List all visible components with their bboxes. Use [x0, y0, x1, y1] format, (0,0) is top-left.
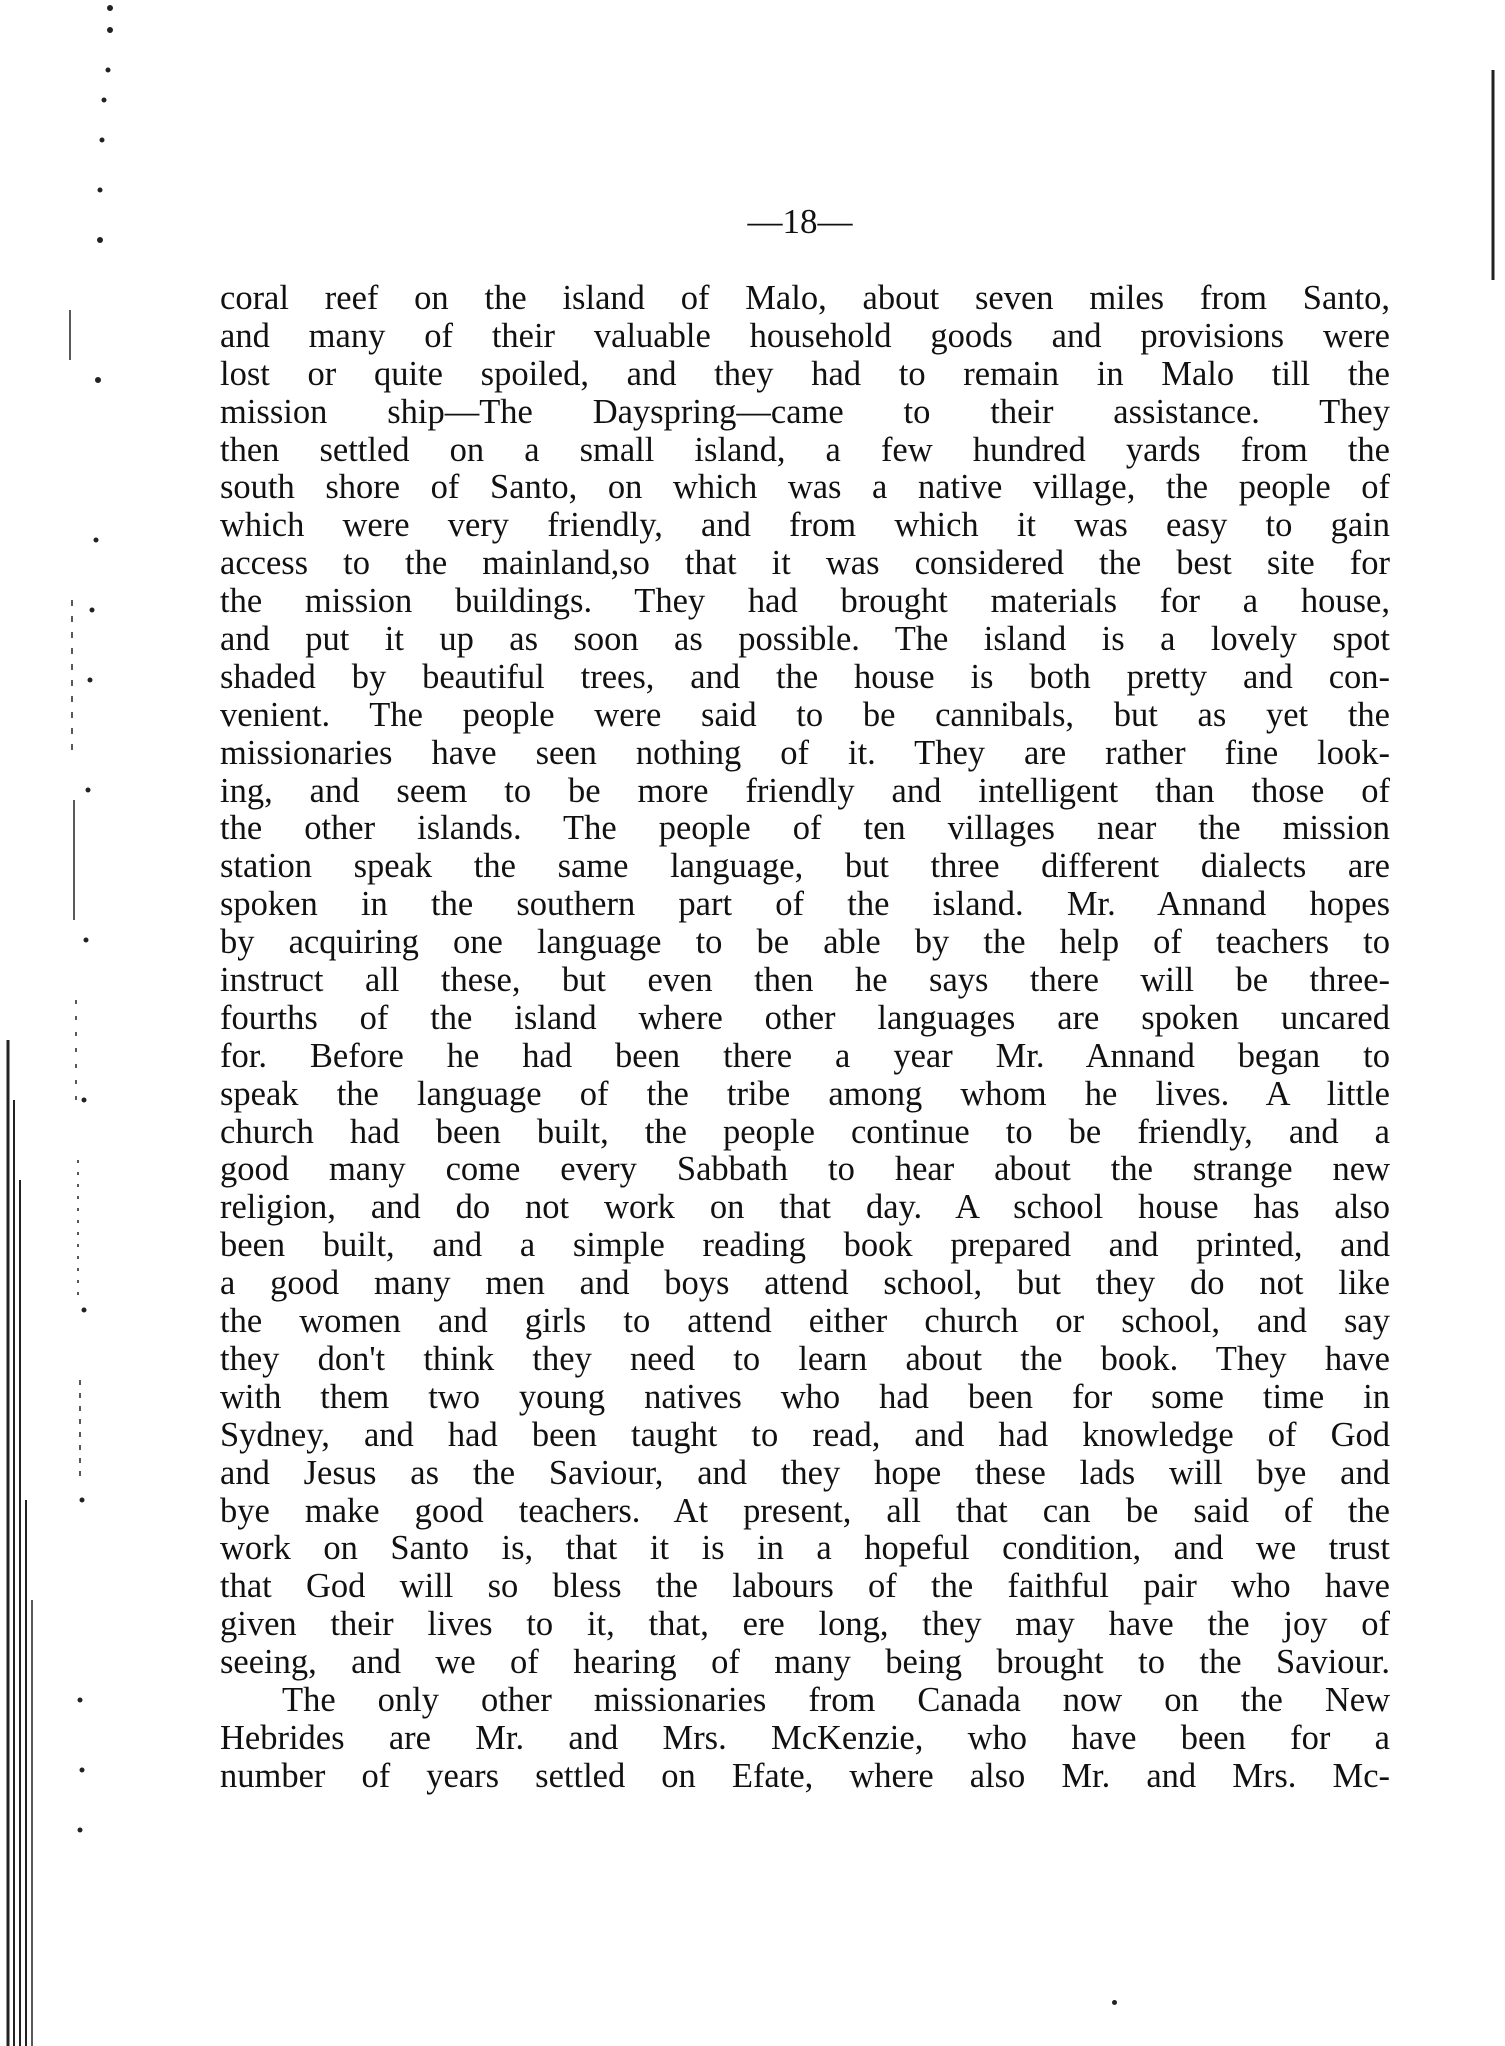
text-line: mission ship—The Dayspring—came to their assistance. They [220, 392, 1390, 431]
text-line: then settled on a small island, a few hundred yards from the [220, 430, 1390, 469]
right-edge-artifact [1475, 0, 1505, 2046]
page-number: —18— [747, 202, 853, 241]
text-line: ing, and seem to be more friendly and intelligent than those of [220, 771, 1390, 810]
stray-mark [1112, 2000, 1117, 2005]
text-line: lost or quite spoiled, and they had to remain in Malo till the [220, 354, 1390, 393]
text-line: they don't think they need to learn about the book. They have [220, 1339, 1390, 1378]
text-line: and Jesus as the Saviour, and they hope these lads will bye and [220, 1453, 1390, 1492]
text-line: good many come every Sabbath to hear about the strange new [220, 1150, 1390, 1189]
text-line: church had been built, the people continue to be friendly, and a [220, 1112, 1390, 1151]
text-line: bye make good teachers. At present, all that can be said of the [220, 1491, 1390, 1530]
text-line: Sydney, and had been taught to read, and had knowledge of God [220, 1415, 1390, 1454]
text-line: that God will so bless the labours of the faithful pair who have [220, 1567, 1390, 1606]
text-line: and many of their valuable household goods and provisions were [220, 316, 1390, 355]
text-line: the women and girls to attend either church or school, and say [220, 1302, 1390, 1341]
text-line: number of years settled on Efate, where also Mr. and Mrs. Mc- [220, 1756, 1390, 1795]
text-line: spoken in the southern part of the island. Mr. Annand hopes [220, 885, 1390, 924]
text-line: given their lives to it, that, ere long, they may have the joy of [220, 1605, 1390, 1644]
text-line: south shore of Santo, on which was a native village, the people of [220, 468, 1390, 507]
text-line: instruct all these, but even then he says there will be three- [220, 961, 1390, 1000]
text-line: work on Santo is, that it is in a hopeful condition, and we trust [220, 1529, 1390, 1568]
text-line: seeing, and we of hearing of many being brought to the Saviour. [220, 1643, 1390, 1682]
text-line: been built, and a simple reading book prepared and printed, and [220, 1226, 1390, 1265]
text-line: religion, and do not work on that day. A school house has also [220, 1188, 1390, 1227]
text-line: speak the language of the tribe among whom he lives. A little [220, 1074, 1390, 1113]
body-text [220, 280, 1390, 1796]
text-line: missionaries have seen nothing of it. They are rather fine look- [220, 733, 1390, 772]
text-line: shaded by beautiful trees, and the house is both pretty and con- [220, 657, 1390, 696]
text-line: Hebrides are Mr. and Mrs. McKenzie, who have been for a [220, 1718, 1390, 1757]
text-line: coral reef on the island of Malo, about seven miles from Santo, [220, 279, 1390, 317]
binding-edge-artifact [0, 0, 120, 2046]
text-line: fourths of the island where other languages are spoken uncared [220, 998, 1390, 1037]
text-line: for. Before he had been there a year Mr. Annand began to [220, 1036, 1390, 1075]
text-line: the other islands. The people of ten villages near the mission [220, 809, 1390, 848]
text-line: access to the mainland,so that it was considered the best site for [220, 544, 1390, 583]
text-line: station speak the same language, but three different dialects are [220, 847, 1390, 886]
text-line: and put it up as soon as possible. The island is a lovely spot [220, 620, 1390, 659]
text-line: The only other missionaries from Canada now on the New [282, 1680, 1390, 1719]
text-line: by acquiring one language to be able by the help of teachers to [220, 923, 1390, 962]
text-line: with them two young natives who had been for some time in [220, 1377, 1390, 1416]
text-line: venient. The people were said to be cannibals, but as yet the [220, 695, 1390, 734]
text-line: the mission buildings. They had brought materials for a house, [220, 582, 1390, 621]
text-line: a good many men and boys attend school, but they do not like [220, 1264, 1390, 1303]
text-line: which were very friendly, and from which it was easy to gain [220, 506, 1390, 545]
